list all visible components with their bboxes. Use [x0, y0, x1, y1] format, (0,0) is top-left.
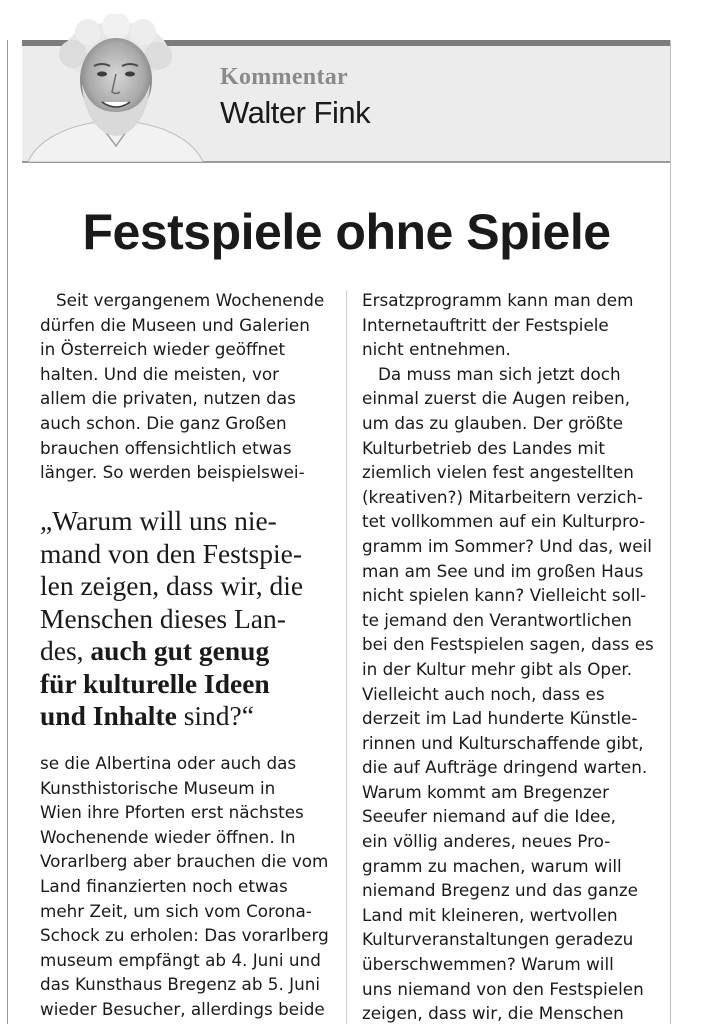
left-column-bottom [40, 751, 329, 1022]
text-line: rinnen und Kulturschaffende gibt, [362, 732, 644, 753]
quote-emphasis: für kulturelle Ideen [40, 667, 270, 699]
text-line: ziemlich vielen fest angestellten [362, 462, 634, 483]
text-line: man am See und im großen Haus [362, 560, 644, 581]
text-line: museum empfängt ab 4. Juni und [40, 949, 321, 970]
author-name: Walter Fink [220, 95, 371, 130]
right-column [362, 288, 654, 1024]
text-line: Land finanzierten noch etwas [40, 875, 288, 896]
text-line: tet vollkommen auf ein Kulturpro- [362, 511, 646, 532]
text-line: derzeit im Lad hunderte Künstle- [362, 708, 638, 729]
text-line: Internetauftritt der Festspiele [362, 314, 609, 335]
right-border-rule [670, 40, 671, 1024]
article-headline: Festspiele ohne Spiele [82, 204, 611, 260]
text-line: Seeufer niemand auf die Idee, [362, 806, 616, 827]
left-column-top [40, 288, 324, 485]
column-kicker: Kommentar [220, 64, 348, 90]
text-line: se die Albertina oder auch das [40, 753, 297, 773]
text-line: in Österreich wieder geöffnet [40, 339, 286, 360]
text-line: bei den Festspielen sagen, dass es [362, 634, 654, 655]
text-line: einmal zuerst die Augen reiben, [362, 388, 631, 409]
quote-emphasis: auch gut genug [90, 635, 270, 666]
text-line: gramm im Sommer? Und das, weil [362, 535, 652, 556]
text-line: Vorarlberg aber brauchen die vom [40, 851, 329, 872]
text-line: in der Kultur mehr gibt als Oper. [362, 658, 633, 679]
text-line: Wochenende wieder öffnen. In [40, 826, 296, 847]
text-line: allem die privaten, nutzen das [40, 388, 296, 409]
quote-line [40, 635, 303, 668]
text-line: nicht spielen kann? Vielleicht soll- [362, 585, 647, 606]
text-line: Ersatzprogramm kann man dem [362, 290, 634, 310]
text-line: wieder Besucher, allerdings beide [40, 998, 325, 1019]
quote-line: mand von den Festspie- [40, 537, 302, 569]
text-line: (kreativen?) Mitarbeitern verzich- [362, 486, 643, 507]
quote-line [40, 668, 303, 701]
text-line: die auf Aufträge dringend warten. [362, 757, 648, 778]
text-line: halten. Und die meisten, vor [40, 363, 280, 384]
page-left-rule [7, 40, 8, 1024]
text-line: gramm zu machen, warum will [362, 855, 622, 876]
author-portrait [28, 14, 203, 162]
text-line: Da muss man sich jetzt doch [362, 363, 621, 384]
text-line: zeigen, dass wir, die Menschen [362, 1003, 624, 1024]
text-line: mehr Zeit, um sich vom Corona- [40, 900, 312, 921]
text-line: länger. So werden beispielswei- [40, 462, 305, 483]
pull-quote [40, 505, 303, 733]
quote-plain: des, [40, 635, 91, 666]
text-line: Land mit kleineren, wertvollen [362, 904, 618, 925]
text-line: dürfen die Museen und Galerien [40, 314, 310, 335]
quote-line: „Warum will uns nie- [40, 505, 277, 536]
quote-line: len zeigen, dass wir, die [40, 570, 304, 601]
text-line: Seit vergangenem Wochenende [40, 290, 325, 310]
text-line: niemand Bregenz und das ganze [362, 880, 638, 901]
column-divider [346, 290, 347, 1024]
text-line: nicht entnehmen. [362, 339, 511, 360]
text-line: das Kunsthaus Bregenz ab 5. Juni [40, 974, 321, 995]
quote-line [40, 700, 303, 733]
text-line: um das zu glauben. Der größte [362, 412, 624, 433]
text-line: uns niemand von den Festspielen [362, 978, 644, 999]
text-line: Schock zu erholen: Das vorarlberg [40, 925, 329, 946]
quote-line: Menschen dieses Lan- [40, 602, 286, 634]
text-line: Kulturbetrieb des Landes mit [362, 437, 605, 458]
text-line: Wien ihre Pforten erst nächstes [40, 802, 304, 823]
text-line: Kunsthistorische Museum in [40, 777, 276, 798]
text-line: überschwemmen? Warum will [362, 954, 614, 975]
text-line: te jemand den Verantwortlichen [362, 609, 632, 630]
text-line: auch schon. Die ganz Großen [40, 412, 287, 433]
text-line: Warum kommt am Bregenzer [362, 781, 609, 802]
quote-emphasis: und Inhalte [40, 700, 177, 731]
quote-plain: sind?“ [176, 700, 254, 731]
text-line: Kulturveranstaltungen geradezu [362, 929, 634, 950]
text-line: brauchen offensichtlich etwas [40, 437, 292, 458]
text-line: Vielleicht auch noch, dass es [362, 683, 605, 704]
text-line: ein völlig anderes, neues Pro- [362, 831, 611, 852]
